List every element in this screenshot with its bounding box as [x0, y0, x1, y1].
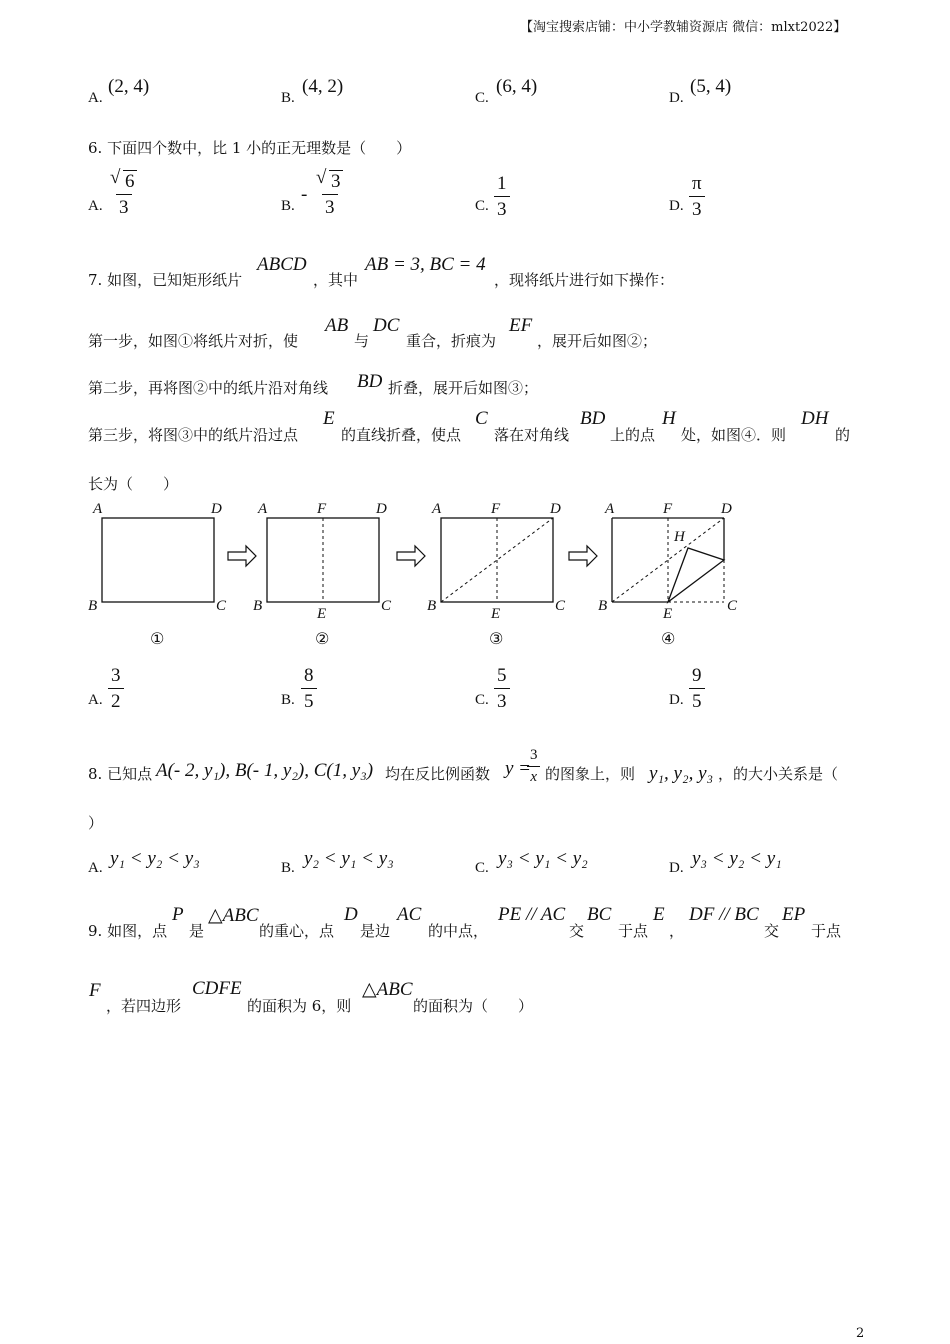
- q6-option-a-radicand: √ 6: [123, 170, 137, 192]
- q5-option-a-value: (2, 4): [108, 76, 150, 97]
- figure-number-2: ②: [315, 629, 330, 648]
- q7-folding-figure: [80, 498, 760, 658]
- q7-step3-text-1: 第三步，将图③中的纸片沿过点: [88, 426, 299, 444]
- fig3-label-f: F: [491, 501, 501, 517]
- q7-step1-text-1: 第一步，如图①将纸片对折，使: [88, 332, 299, 350]
- q9-point-f: F: [89, 980, 101, 1001]
- q8-function-lhs: y =: [505, 758, 532, 779]
- q8-stem-prefix: 8. 已知点: [88, 765, 153, 783]
- q6-option-c-fraction: [494, 174, 510, 219]
- arrow-1: [228, 546, 256, 566]
- q7-option-b-fraction: [301, 666, 317, 711]
- q8-stem-tail: ，的大小关系是（: [718, 765, 839, 783]
- q5-option-d-label: D.: [669, 90, 684, 106]
- q6-option-b-radicand: √ 3: [329, 170, 343, 192]
- q9-text-9: 交: [764, 922, 780, 940]
- q9-text-1: 9. 如图，点: [88, 922, 168, 940]
- q7-step3-e: E: [323, 408, 335, 429]
- q9-text-12: 的面积为 6，则: [247, 997, 352, 1015]
- fig4-label-a: A: [605, 501, 615, 517]
- q5-option-b-label: B.: [281, 90, 295, 106]
- q9-quad-cdfe: CDFE: [192, 978, 242, 999]
- q9-triangle-abc: △ABC: [208, 905, 259, 926]
- q9-text-10: 于点: [811, 922, 842, 940]
- fig1-rectangle: [102, 518, 214, 602]
- fig2-label-a: A: [258, 501, 268, 517]
- q6-option-c-label: C.: [475, 198, 489, 214]
- q7-step2-text-2: 折叠，展开后如图③；: [388, 379, 539, 397]
- q7-step2-text-1: 第二步，再将图②中的纸片沿对角线: [88, 379, 329, 397]
- q7-stem-text-1: 7. 如图，已知矩形纸片: [88, 271, 243, 289]
- q6-option-b-sign: -: [301, 184, 308, 205]
- q7-step1-dc: DC: [373, 315, 400, 336]
- q6-option-d-fraction: [689, 174, 705, 219]
- figure-number-3: ③: [489, 629, 504, 648]
- q7-step1-ef: EF: [509, 315, 533, 336]
- q8-function-fraction: [527, 748, 541, 785]
- q7-option-c-den: 3: [494, 688, 510, 711]
- q8-option-d-label: D.: [669, 860, 684, 876]
- q6-option-b-label: B.: [281, 198, 295, 214]
- q6-option-a-label: A.: [88, 198, 103, 214]
- q9-point-p: P: [172, 904, 184, 925]
- q8-close-paren: ）: [88, 814, 104, 832]
- q7-step3-dh: DH: [801, 408, 829, 429]
- q6-option-c-den: 3: [494, 196, 510, 219]
- q9-text-8: ，: [669, 922, 685, 940]
- fig2-label-c: C: [381, 598, 392, 614]
- q7-option-a-label: A.: [88, 692, 103, 708]
- q8-option-c-label: C.: [475, 860, 489, 876]
- fig1-label-d: D: [211, 501, 222, 517]
- q9-pe-parallel-ac: PE // AC: [498, 904, 566, 925]
- q9-segment-ep: EP: [782, 904, 806, 925]
- q7-option-a-fraction: [108, 666, 124, 711]
- arrow-2: [397, 546, 425, 566]
- q9-text-5: 的中点，: [428, 922, 489, 940]
- q7-option-b-num: 8: [304, 665, 314, 686]
- q8-points: A(- 2, y₁), B(- 1, y₂), C(1, y₃): [156, 760, 374, 781]
- q7-step1-text-3: 重合，折痕为: [406, 332, 497, 350]
- q5-option-c-value: (6, 4): [496, 76, 538, 97]
- q9-df-parallel-bc: DF // BC: [689, 904, 759, 925]
- figure-number-4: ④: [661, 629, 676, 648]
- q7-step3-text-5: 处，如图④．则: [681, 426, 787, 444]
- fig4-label-e: E: [663, 606, 673, 622]
- fig3-label-e: E: [491, 606, 501, 622]
- q6-option-a-fraction: [108, 172, 140, 217]
- q8-function-den: x: [527, 766, 540, 785]
- q9-point-e: E: [653, 904, 665, 925]
- fig4-folded-triangle: [668, 548, 724, 602]
- q8-stem-mid: 均在反比例函数: [385, 765, 491, 783]
- fig2-label-d: D: [376, 501, 387, 517]
- fig1-label-b: B: [88, 598, 98, 614]
- fig3-label-b: B: [427, 598, 437, 614]
- q7-option-b-label: B.: [281, 692, 295, 708]
- q7-option-b-den: 5: [301, 688, 317, 711]
- q7-step1-ab: AB: [325, 315, 349, 336]
- fig4-label-d: D: [721, 501, 732, 517]
- q7-step3-text-4: 上的点: [610, 426, 656, 444]
- q7-step1-text-2: 与: [354, 332, 370, 350]
- q9-text-13: 的面积为（ ）: [413, 997, 534, 1015]
- q7-option-c-fraction: [494, 666, 510, 711]
- q8-option-c-value: y₃ < y₁ < y₂: [498, 848, 588, 869]
- q7-option-d-label: D.: [669, 692, 684, 708]
- fig4-label-f: F: [663, 501, 673, 517]
- fig3-label-d: D: [550, 501, 561, 517]
- q6-option-a-den: 3: [116, 194, 132, 217]
- q7-option-c-label: C.: [475, 692, 489, 708]
- q5-option-b-value: (4, 2): [302, 76, 344, 97]
- figure-number-1: ①: [150, 629, 165, 648]
- q5-option-c-label: C.: [475, 90, 489, 106]
- q9-triangle-abc-2: △ABC: [362, 979, 413, 1000]
- q7-step3-h: H: [662, 408, 676, 429]
- q7-step3-c: C: [475, 408, 488, 429]
- q7-side-lengths: AB = 3, BC = 4: [365, 254, 486, 275]
- q9-text-3: 的重心，点: [259, 922, 335, 940]
- fig1-label-a: A: [93, 501, 103, 517]
- fig3-label-c: C: [555, 598, 566, 614]
- page-number: 2: [856, 1326, 865, 1341]
- q7-step2-bd: BD: [357, 371, 383, 392]
- fig4-label-h: H: [674, 529, 685, 545]
- q6-option-b-den: 3: [322, 194, 338, 217]
- q6-stem: 6. 下面四个数中，比 1 小的正无理数是（ ）: [88, 139, 412, 157]
- q9-text-4: 是边: [360, 922, 391, 940]
- fig4-label-c: C: [727, 598, 738, 614]
- fig2-label-b: B: [253, 598, 263, 614]
- q6-option-c-num: 1: [497, 173, 507, 194]
- q7-stem-text-3: ，现将纸片进行如下操作：: [494, 271, 675, 289]
- q8-option-a-value: y₁ < y₂ < y₃: [110, 848, 200, 869]
- q6-option-b-fraction: [314, 172, 346, 217]
- q5-option-a-label: A.: [88, 90, 103, 106]
- q7-step3-bd: BD: [580, 408, 606, 429]
- q8-function-num: 3: [530, 747, 538, 763]
- q9-side-bc: BC: [587, 904, 612, 925]
- q8-option-d-value: y₃ < y₂ < y₁: [692, 848, 782, 869]
- q7-option-a-den: 2: [108, 688, 124, 711]
- q7-option-d-den: 5: [689, 688, 705, 711]
- fig3-label-a: A: [432, 501, 442, 517]
- q7-step3-text-2: 的直线折叠，使点: [341, 426, 462, 444]
- q9-side-ac: AC: [397, 904, 422, 925]
- q8-option-a-label: A.: [88, 860, 103, 876]
- q8-option-b-value: y₂ < y₁ < y₃: [304, 848, 394, 869]
- q7-rect-name: ABCD: [257, 254, 307, 275]
- q9-text-7: 于点: [618, 922, 649, 940]
- q8-vars: y₁, y₂, y₃: [649, 763, 714, 784]
- q9-text-6: 交: [569, 922, 585, 940]
- q7-option-d-fraction: [689, 666, 705, 711]
- q7-step3-text-6: 的: [835, 426, 851, 444]
- q9-text-2: 是: [189, 922, 205, 940]
- q6-option-d-num: π: [692, 173, 702, 194]
- fig2-label-e: E: [317, 606, 327, 622]
- fig2-label-f: F: [317, 501, 327, 517]
- q9-text-11: ，若四边形: [106, 997, 182, 1015]
- q9-point-d: D: [344, 904, 358, 925]
- page-header: 【淘宝搜索店铺：中小学教辅资源店 微信：mlxt2022】: [520, 20, 847, 35]
- q7-option-c-num: 5: [497, 665, 507, 686]
- arrow-3: [569, 546, 597, 566]
- fig1-label-c: C: [216, 598, 227, 614]
- q6-option-d-label: D.: [669, 198, 684, 214]
- q7-step3-text-3: 落在对角线: [494, 426, 570, 444]
- q7-step1-text-4: ，展开后如图②；: [537, 332, 658, 350]
- q7-step3-cont: 长为（ ）: [88, 475, 179, 493]
- q7-stem-text-2: ，其中: [313, 271, 359, 289]
- q8-option-b-label: B.: [281, 860, 295, 876]
- fig4-label-b: B: [598, 598, 608, 614]
- q8-stem-mid2: 的图象上，则: [545, 765, 636, 783]
- q7-option-a-num: 3: [111, 665, 121, 686]
- q6-option-d-den: 3: [689, 196, 705, 219]
- q7-option-d-num: 9: [692, 665, 702, 686]
- q5-option-d-value: (5, 4): [690, 76, 732, 97]
